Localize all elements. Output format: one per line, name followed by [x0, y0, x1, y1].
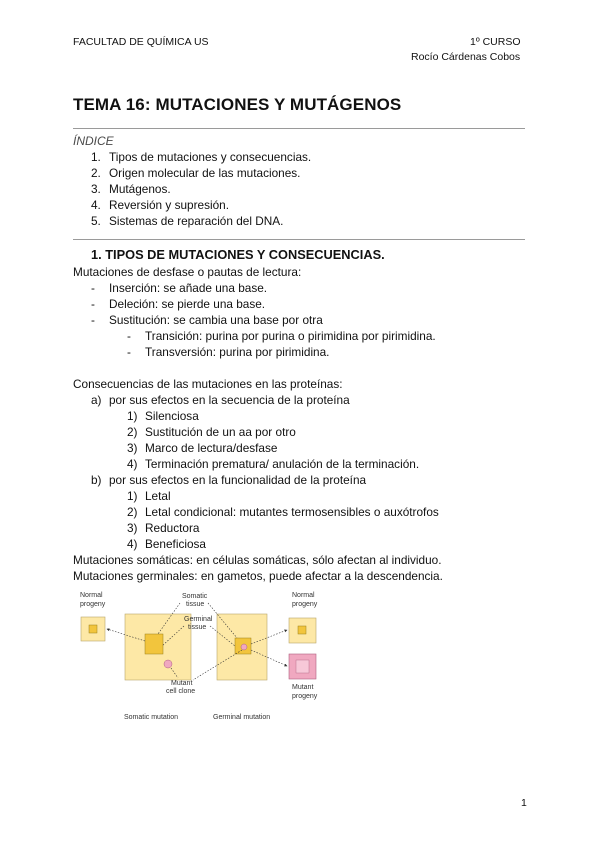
group-a-num: 3) — [127, 441, 138, 455]
mutant-progeny-l2: progeny — [292, 693, 318, 700]
group-b-text: por sus efectos en la funcionalidad de la proteína — [109, 473, 367, 487]
group-b-num: 4) — [127, 537, 138, 551]
normal-progeny-left-l1: Normal — [80, 592, 103, 599]
group-a-label: a) — [91, 393, 102, 407]
caption-germinal: Germinal mutation — [213, 714, 271, 721]
somatic-mutant-clone — [164, 660, 172, 668]
group-a-num: 4) — [127, 457, 138, 471]
subtype-bullet: - — [127, 329, 131, 343]
index-item: 4. Reversión y supresión. — [91, 198, 229, 212]
group-a-item: Terminación prematura/ anulación de la terminación. — [145, 457, 420, 471]
index-item: 3. Mutágenos. — [91, 182, 171, 196]
frameshift-intro: Mutaciones de desfase o pautas de lectura: — [73, 265, 302, 279]
group-b-item: Beneficiosa — [145, 537, 206, 551]
somatic-definition: Mutaciones somáticas: en células somáticas, sólo afectan al individuo. — [73, 553, 442, 567]
normal-progeny-right-l2: progeny — [292, 601, 318, 608]
normal-cell-icon — [298, 626, 306, 634]
type-bullet: - — [91, 281, 95, 295]
group-a-item: Marco de lectura/desfase — [145, 441, 278, 455]
index-item: 1. Tipos de mutaciones y consecuencias. — [91, 150, 312, 164]
caption-somatic: Somatic mutation — [124, 714, 179, 721]
group-b-label: b) — [91, 473, 102, 487]
index-list — [73, 149, 311, 229]
section-heading: 1. TIPOS DE MUTACIONES Y CONSECUENCIAS. — [91, 247, 385, 262]
germinal-definition: Mutaciones germinales: en gametos, puede afectar a la descendencia. — [73, 569, 443, 583]
normal-cell-icon — [89, 625, 97, 633]
subtype-bullet: - — [127, 345, 131, 359]
somatic-tissue-l1: Somatic — [182, 593, 208, 600]
header-author: Rocío Cárdenas Cobos — [411, 51, 521, 63]
title-divider — [73, 128, 525, 129]
group-b-num: 3) — [127, 521, 138, 535]
header-faculty: FACULTAD DE QUÍMICA US — [73, 36, 209, 48]
group-b-num: 1) — [127, 489, 138, 503]
normal-progeny-right-l1: Normal — [292, 592, 315, 599]
subtype-transversion: Transversión: purina por pirimidina. — [145, 345, 330, 359]
type-bullet: - — [91, 313, 95, 327]
group-b-item: Letal condicional: mutantes termosensibles o auxótrofos — [145, 505, 439, 519]
somatic-tissue-l2: tissue — [186, 601, 205, 608]
germinal-mutant-cell — [241, 644, 247, 650]
type-substitution: Sustitución: se cambia una base por otra — [109, 313, 323, 327]
germinal-tissue-l1: Germinal — [184, 616, 213, 623]
group-a-text: por sus efectos en la secuencia de la proteína — [109, 393, 350, 407]
header-course: 1º CURSO — [470, 36, 521, 48]
index-item: 5. Sistemas de reparación del DNA. — [91, 214, 284, 228]
type-bullet: - — [91, 297, 95, 311]
germinal-tissue-l2: tissue — [188, 624, 207, 631]
group-b-item: Letal — [145, 489, 171, 503]
somatic-tissue-block — [145, 634, 163, 654]
group-a-num: 2) — [127, 425, 138, 439]
page-number: 1 — [521, 797, 527, 809]
mutant-clone-l2: cell clone — [166, 688, 196, 695]
group-b-item: Reductora — [145, 521, 200, 535]
consequences-intro: Consecuencias de las mutaciones en las proteínas: — [73, 377, 343, 391]
group-a-item: Sustitución de un aa por otro — [145, 425, 296, 439]
index-item: 2. Origen molecular de las mutaciones. — [91, 166, 301, 180]
mutation-figure — [72, 588, 332, 728]
group-a-num: 1) — [127, 409, 138, 423]
page-title: TEMA 16: MUTACIONES Y MUTÁGENOS — [73, 95, 402, 114]
subtype-transition: Transición: purina por purina o pirimidina por pirimidina. — [145, 329, 436, 343]
mutant-progeny-l1: Mutant — [292, 684, 314, 691]
index-heading: ÍNDICE — [73, 134, 114, 148]
index-divider — [73, 239, 525, 240]
mutant-clone-l1: Mutant — [171, 680, 193, 687]
mutant-cell-icon — [296, 660, 309, 673]
group-b-num: 2) — [127, 505, 138, 519]
group-a-item: Silenciosa — [145, 409, 199, 423]
type-insertion: Inserción: se añade una base. — [109, 281, 268, 295]
type-deletion: Deleción: se pierde una base. — [109, 297, 266, 311]
normal-progeny-left-l2: progeny — [80, 601, 106, 608]
